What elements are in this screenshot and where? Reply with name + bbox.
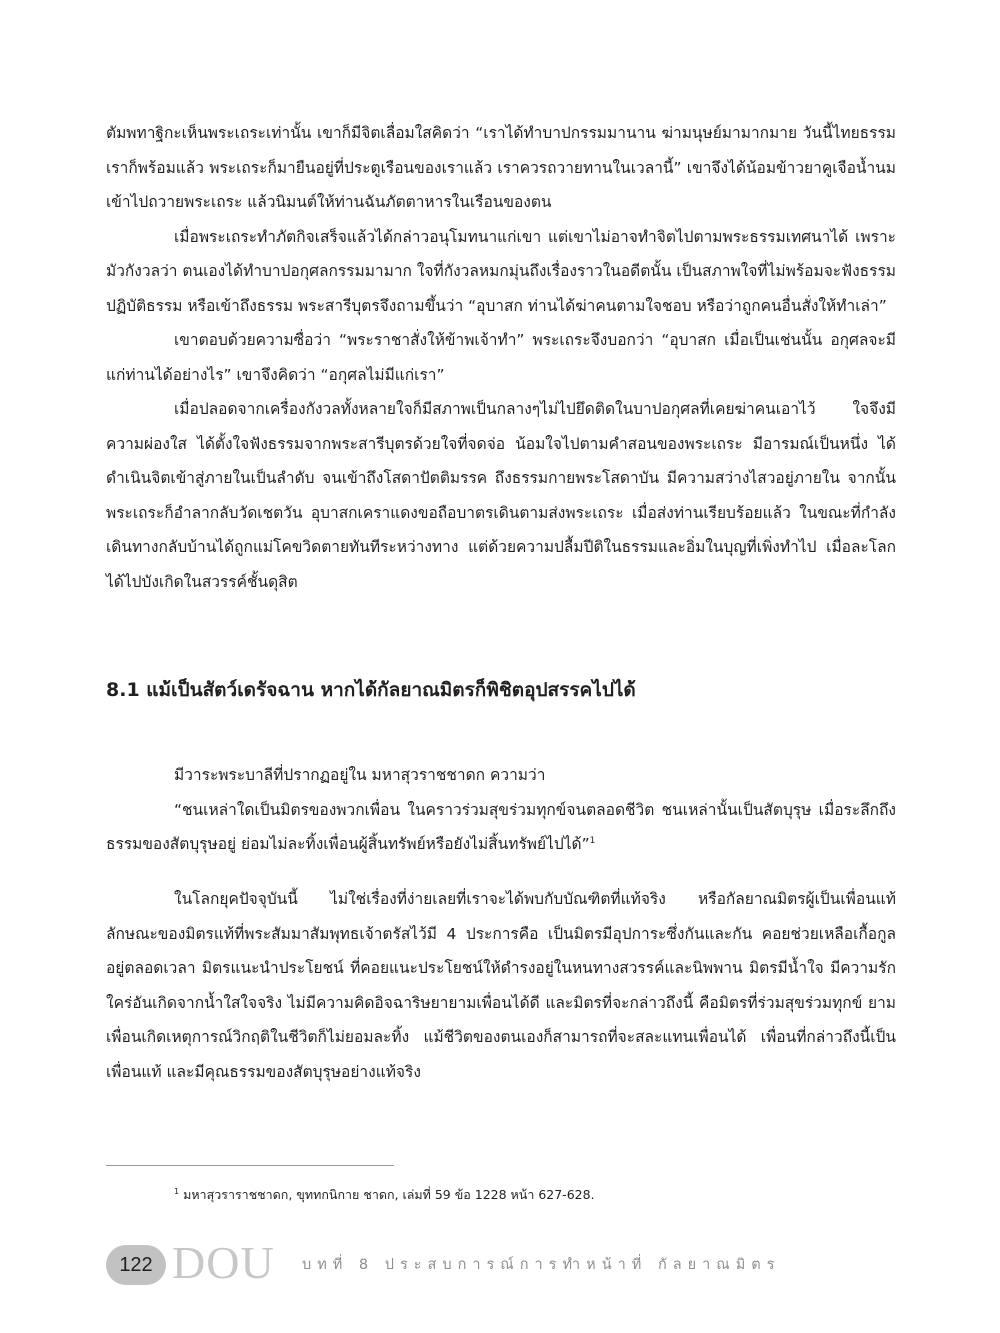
story-text-block [106,116,896,599]
page-number-badge: 122 [106,1245,166,1285]
paragraph-3: เขาตอบด้วยความซื่อว่า “พระราชาสั่งให้ข้าพเจ้าทำ” พระเถระจึงบอกว่า “อุบาสก เมื่อเป็นเช่นนั้น อกุศลจะมีแก่ท่านได้อย่างไร” เขาจึงคิดว่า “อกุศลไม่มีแก่เรา” [106,331,896,384]
paragraph-2: เมื่อพระเถระทำภัตกิจเสร็จแล้วได้กล่าวอนุโมทนาแก่เขา แต่เขาไม่อาจทำจิตไปตามพระธรรมเทศนาได้ เพราะมัวกังวลว่า ตนเองได้ทำบาปอกุศลกรรมมามาก ใจที่กังวลหมกมุ่นถึงเรื่องราวในอดีตนั้น เป็นสภาพใจที่ไม่พร้อมจะฟังธรรม ปฏิบัติธรรม หรือเข้าถึงธรรม พระสารีบุตรจึงถามขึ้นว่า “อุบาสก ท่านได้ฆ่าคนตามใจชอบ หรือว่าถูกคนอื่นสั่งให้ทำเล่า” [106,227,896,315]
section-heading: 8.1 แม้เป็นสัตว์เดรัจฉาน หากได้กัลยาณมิตรก็พิชิตอุปสรรคไปได้ [106,679,636,701]
page-footer [106,1237,896,1289]
paragraph-closing: ในโลกยุคปัจจุบันนี้ ไม่ใช่เรื่องที่ง่ายเลยที่เราจะได้พบกับบัณฑิตที่แท้จริง หรือกัลยาณมิตรผู้เป็นเพื่อนแท้ ลักษณะของมิตรแท้ที่พระสัมมาสัมพุทธเจ้าตรัสไว้มี 4 ประการคือ เป็นมิตรมีอุปการะซึ่งกันและกัน คอยช่วยเหลือเกื้อกูลอยู่ตลอดเวลา มิตรแนะนำประโยชน์ ที่คอยแนะประโยชน์ให้ดำรงอยู่ในหนทางสวรรค์และนิพพาน มิตรมีน้ำใจ มีความรักใคร่อันเกิดจากน้ำใสใจจริง ไม่มีความคิดอิจฉาริษยายามเพื่อนได้ดี และมิตรที่จะกล่าวถึงนี้ คือมิตรที่ร่วมสุขร่วมทุกข์ ยามเพื่อนเกิดเหตุการณ์วิกฤติในชีวิตก็ไม่ยอมละทิ้ง แม้ชีวิตของตนเองก็สามารถที่จะสละแทนเพื่อนได้ เพื่อนที่กล่าวถึงนี้เป็นเพื่อนแท้ และมีคุณธรรมของสัตบุรุษอย่างแท้จริง [106,890,896,1081]
quote-text [106,793,896,862]
footnote-reference[interactable]: 1 [589,835,596,846]
footnote-text: มหาสุวราราชชาดก, ขุททกนิกาย ชาดก, เล่มที่ 59 ข้อ 1228 หน้า 627-628. [183,1187,595,1202]
footnote-divider [106,1165,394,1166]
footnote-mark: 1 [174,1186,180,1196]
chapter-title: บทที่ 8 ประสบการณ์การทำหน้าที่ กัลยาณมิตร [302,1257,781,1273]
paragraph-1: ตัมพทาฐิกะเห็นพระเถระเท่านั้น เขาก็มีจิตเลื่อมใสคิดว่า “เราได้ทำบาปกรรมมานาน ฆ่ามนุษย์มามากมาย วันนี้ไทยธรรมเราก็พร้อมแล้ว พระเถระก็มายืนอยู่ที่ประตูเรือนของเราแล้ว เราควรถวายทานในเวลานี้” เขาจึงได้น้อมข้าวยาคูเจือน้ำนมเข้าไปถวายพระเถระ แล้วนิมนต์ให้ท่านฉันภัตตาหารในเรือนของตน [106,124,896,211]
quote-body: “ชนเหล่าใดเป็นมิตรของพวกเพื่อน ในคราวร่วมสุขร่วมทุกข์จนตลอดชีวิต ชนเหล่านั้นเป็นสัตบุรุษ เมื่อระลึกถึงธรรมของสัตบุรุษอยู่ ย่อมไม่ละทิ้งเพื่อนผู้สิ้นทรัพย์หรือยังไม่สิ้นทรัพย์ไปได้” [106,800,896,853]
quote-block [106,758,896,862]
quote-intro: มีวาระพระบาลีที่ปรากฏอยู่ใน มหาสุวราชชาดก ความว่า [174,766,546,784]
closing-text-block [106,882,896,1089]
footnote [174,1184,894,1206]
paragraph-4: เมื่อปลอดจากเครื่องกังวลทั้งหลายใจก็มีสภาพเป็นกลางๆไม่ไปยึดติดในบาปอกุศลที่เคยฆ่าคนเอาไว้ ใจจึงมีความผ่องใส ได้ตั้งใจฟังธรรมจากพระสารีบุตรด้วยใจที่จดจ่อ น้อมใจไปตามคำสอนของพระเถระ มีอารมณ์เป็นหนึ่ง ได้ดำเนินจิตเข้าสู่ภายในเป็นลำดับ จนเข้าถึงโสดาปัตติมรรค ถึงธรรมกายพระโสดาบัน มีความสว่างไสวอยู่ภายใน จากนั้นพระเถระก็อำลากลับวัดเชตวัน อุบาสกเคราแดงขอถือบาตรเดินตามส่งพระเถระ เมื่อส่งท่านเรียบร้อยแล้ว ในขณะที่กำลังเดินทางกลับบ้านได้ถูกแม่โคขวิดตายทันทีระหว่างทาง แต่ด้วยความปลื้มปีติในธรรมและอิ่มในบุญที่เพิ่งทำไป เมื่อละโลกได้ไปบังเกิดในสวรรค์ชั้นดุสิต [106,400,896,591]
dou-logo: DOU [172,1237,275,1288]
